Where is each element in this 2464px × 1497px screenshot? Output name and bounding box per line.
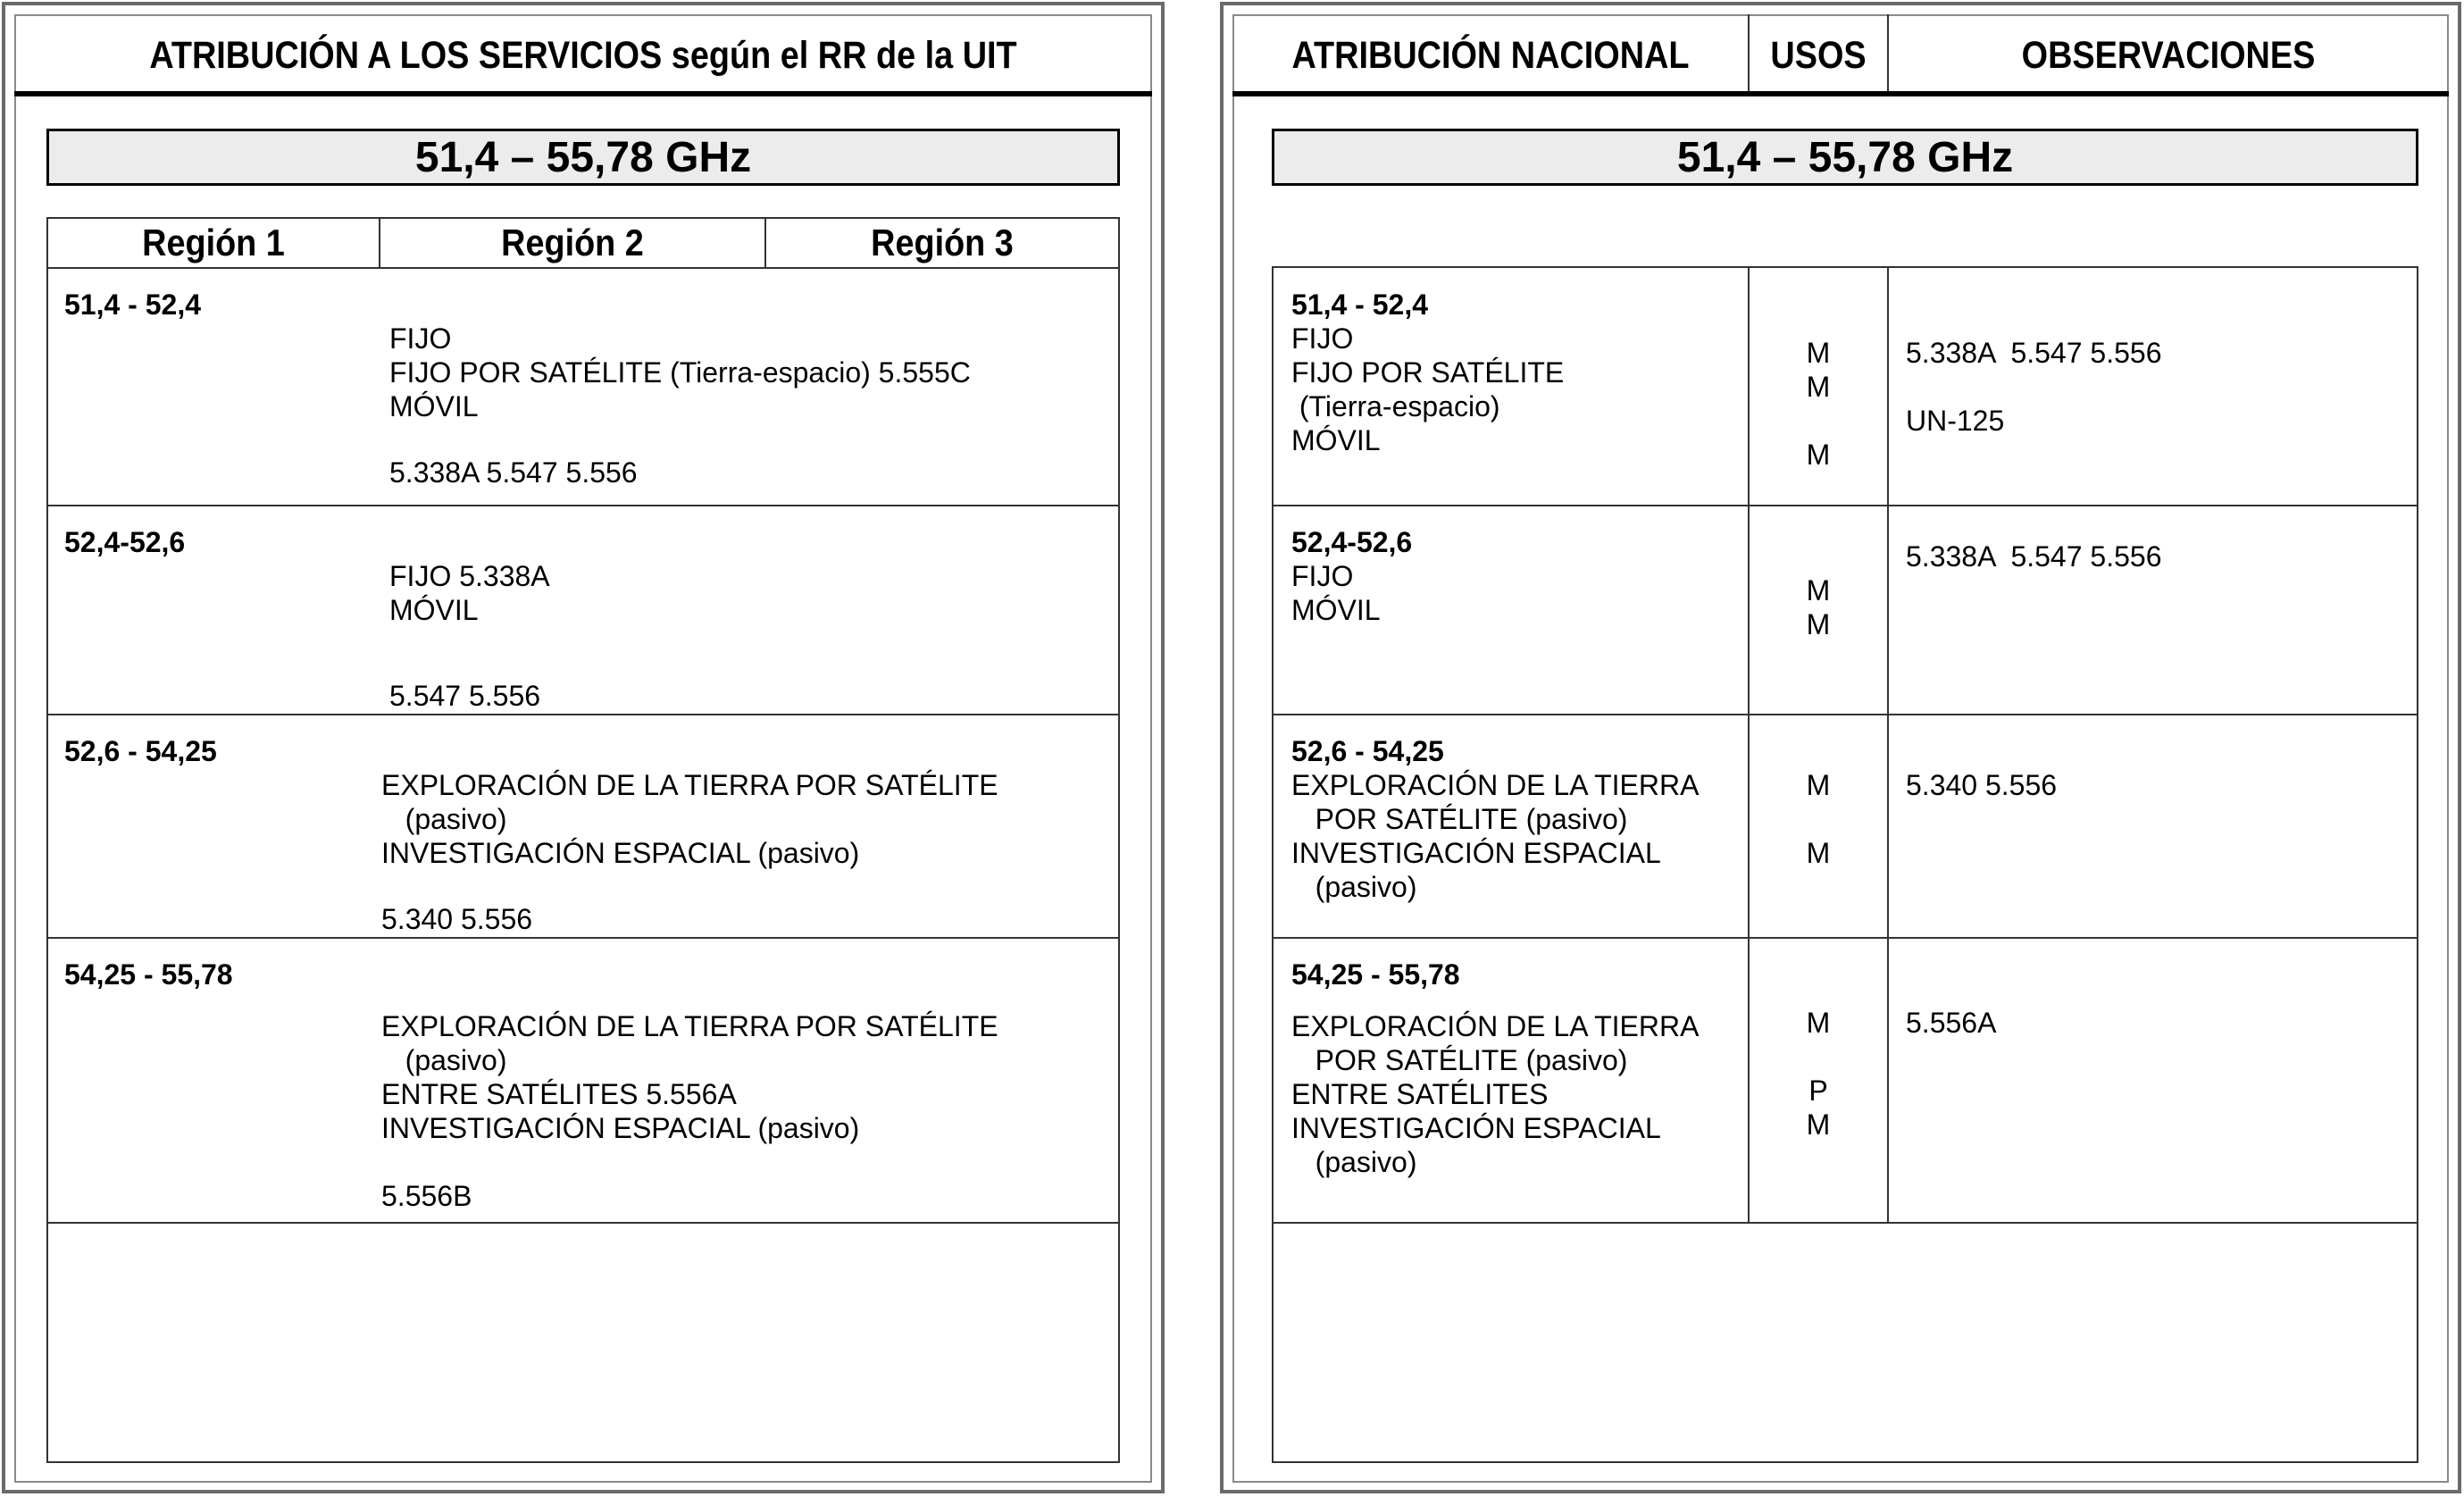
row-divider bbox=[1272, 505, 2418, 506]
right-row1-service: (Tierra-espacio) bbox=[1291, 390, 1500, 422]
left-row2-service: FIJO 5.338A bbox=[389, 560, 550, 592]
right-row3-observation: 5.340 5.556 bbox=[1906, 769, 2058, 801]
row-divider bbox=[46, 267, 1120, 269]
right-row4-service: (pasivo) bbox=[1291, 1146, 1417, 1178]
row-divider bbox=[1272, 1222, 2418, 1224]
right-row4-uso: M bbox=[1806, 1007, 1831, 1039]
region-1-header: Región 1 bbox=[142, 222, 285, 263]
left-header-title: ATRIBUCIÓN A LOS SERVICIOS según el RR de la UIT bbox=[149, 33, 1017, 77]
left-band-title: 51,4 – 55,78 GHz bbox=[46, 129, 1120, 186]
right-row4-uso: P bbox=[1808, 1075, 1828, 1107]
header-observaciones: OBSERVACIONES bbox=[2021, 33, 2316, 77]
right-row4-range: 54,25 - 55,78 bbox=[1291, 958, 1460, 991]
right-row1-service: FIJO bbox=[1291, 322, 1354, 355]
right-row2-range: 52,4-52,6 bbox=[1291, 526, 1413, 558]
left-row4-service: INVESTIGACIÓN ESPACIAL (pasivo) bbox=[381, 1112, 860, 1144]
left-row3-notes: 5.340 5.556 bbox=[381, 903, 533, 935]
right-row4-observation: 5.556A bbox=[1906, 1007, 1997, 1039]
left-row4-service: ENTRE SATÉLITES 5.556A bbox=[381, 1078, 737, 1110]
right-row3-service: POR SATÉLITE (pasivo) bbox=[1291, 803, 1628, 835]
right-row1-uso: M bbox=[1806, 371, 1831, 403]
left-row4-range: 54,25 - 55,78 bbox=[64, 958, 233, 991]
right-row2-uso: M bbox=[1806, 608, 1831, 640]
left-row3-service: INVESTIGACIÓN ESPACIAL (pasivo) bbox=[381, 837, 860, 869]
left-row2-notes: 5.547 5.556 bbox=[389, 680, 541, 712]
left-header-rule bbox=[14, 91, 1152, 96]
right-row3-uso: M bbox=[1806, 769, 1831, 801]
row-divider bbox=[46, 937, 1120, 939]
left-row1-service: MÓVIL bbox=[389, 390, 479, 422]
right-row4-uso: M bbox=[1806, 1108, 1831, 1141]
right-row3-uso: M bbox=[1806, 837, 1831, 869]
right-row3-service: INVESTIGACIÓN ESPACIAL bbox=[1291, 837, 1661, 869]
header-usos: USOS bbox=[1770, 33, 1867, 77]
right-row4-service: INVESTIGACIÓN ESPACIAL bbox=[1291, 1112, 1661, 1144]
row-divider bbox=[46, 714, 1120, 715]
left-row1-service: FIJO POR SATÉLITE (Tierra-espacio) 5.555C bbox=[389, 356, 971, 389]
region-divider bbox=[379, 217, 380, 268]
region-3-header: Región 3 bbox=[871, 222, 1014, 263]
region-divider bbox=[764, 217, 766, 268]
left-row3-range: 52,6 - 54,25 bbox=[64, 735, 217, 767]
right-row3-service: EXPLORACIÓN DE LA TIERRA bbox=[1291, 769, 1700, 801]
right-band-title: 51,4 – 55,78 GHz bbox=[1272, 129, 2418, 186]
header-atribucion-nacional: ATRIBUCIÓN NACIONAL bbox=[1291, 33, 1690, 77]
right-row3-range: 52,6 - 54,25 bbox=[1291, 735, 1444, 767]
left-row1-range: 51,4 - 52,4 bbox=[64, 289, 201, 321]
left-row1-service: FIJO bbox=[389, 322, 452, 355]
header-divider bbox=[1748, 14, 1750, 93]
left-row3-service: (pasivo) bbox=[381, 803, 507, 835]
row-divider bbox=[46, 505, 1120, 506]
right-row2-uso: M bbox=[1806, 574, 1831, 606]
header-divider bbox=[1887, 14, 1889, 93]
row-divider bbox=[1272, 714, 2418, 715]
col-divider bbox=[1748, 266, 1750, 1223]
right-row1-service: FIJO POR SATÉLITE bbox=[1291, 356, 1565, 389]
left-row2-service: MÓVIL bbox=[389, 594, 479, 626]
right-row2-service: FIJO bbox=[1291, 560, 1354, 592]
left-row2-range: 52,4-52,6 bbox=[64, 526, 186, 558]
row-divider bbox=[46, 1222, 1120, 1224]
right-header-rule bbox=[1232, 91, 2449, 96]
right-row1-observation: UN-125 bbox=[1906, 405, 2005, 437]
right-row1-uso: M bbox=[1806, 337, 1831, 369]
right-row4-service: POR SATÉLITE (pasivo) bbox=[1291, 1044, 1628, 1076]
right-row4-service: EXPLORACIÓN DE LA TIERRA bbox=[1291, 1010, 1700, 1042]
right-row2-service: MÓVIL bbox=[1291, 594, 1381, 626]
col-divider bbox=[1887, 266, 1889, 1223]
left-row4-notes: 5.556B bbox=[381, 1180, 472, 1212]
left-row4-service: EXPLORACIÓN DE LA TIERRA POR SATÉLITE bbox=[381, 1010, 998, 1042]
right-row1-range: 51,4 - 52,4 bbox=[1291, 289, 1428, 321]
right-row2-observation: 5.338A 5.547 5.556 bbox=[1906, 540, 2162, 573]
right-row1-uso: M bbox=[1806, 439, 1831, 471]
region-2-header: Región 2 bbox=[501, 222, 644, 263]
right-row3-service: (pasivo) bbox=[1291, 871, 1417, 903]
left-row3-service: EXPLORACIÓN DE LA TIERRA POR SATÉLITE bbox=[381, 769, 998, 801]
right-row4-service: ENTRE SATÉLITES bbox=[1291, 1078, 1549, 1110]
right-row1-observation: 5.338A 5.547 5.556 bbox=[1906, 337, 2162, 369]
left-row4-service: (pasivo) bbox=[381, 1044, 507, 1076]
row-divider bbox=[1272, 937, 2418, 939]
left-row1-notes: 5.338A 5.547 5.556 bbox=[389, 456, 638, 489]
right-row1-service: MÓVIL bbox=[1291, 424, 1381, 456]
